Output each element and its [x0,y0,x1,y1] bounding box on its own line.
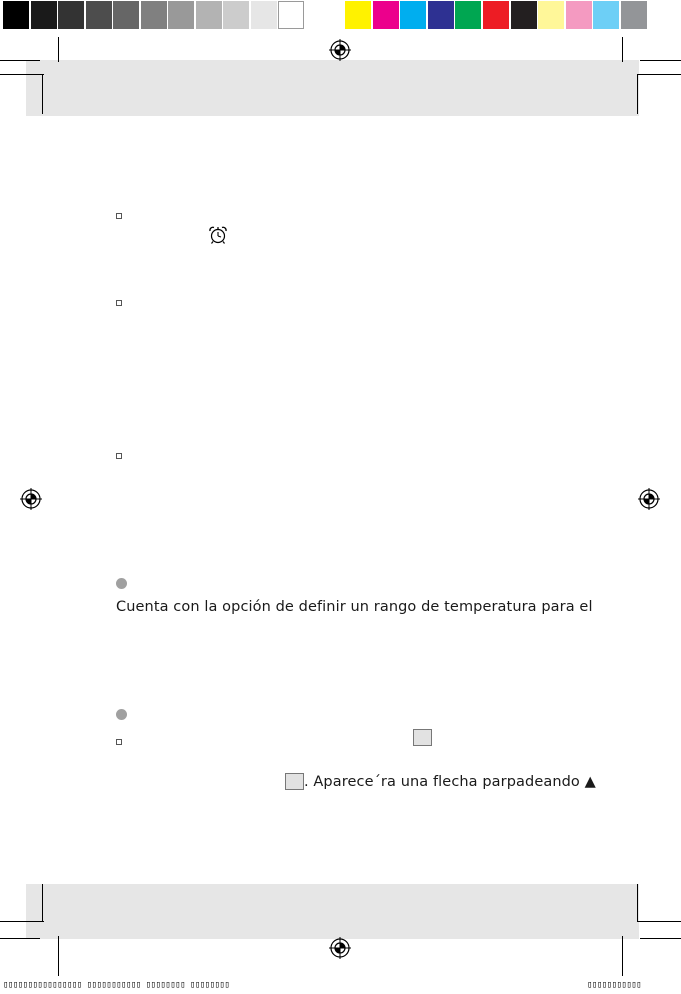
crop-mark [637,921,681,922]
crop-mark [58,37,59,62]
crop-mark [637,74,638,114]
crop-mark [640,60,681,61]
registration-mark-icon [20,488,42,510]
crop-mark [0,921,44,922]
gray-swatch [58,1,84,29]
color-swatch [538,1,564,29]
registration-mark-icon [329,39,351,61]
color-swatch [428,1,454,29]
button-key-box [285,773,304,790]
crop-mark [42,884,43,922]
footer-file-code: ▯▯▯▯▯▯▯▯▯▯▯▯▯▯▯▯ ▯▯▯▯▯▯▯▯▯▯▯ ▯▯▯▯▯▯▯▯ ▯▯▯▯▯▯▯▯ [3,980,230,990]
gray-swatch [168,1,194,29]
gray-swatch [141,1,167,29]
checkbox-bullet [116,300,122,306]
crop-mark [637,884,638,922]
crop-mark [0,938,40,939]
registration-mark-icon [638,488,660,510]
color-swatch [566,1,592,29]
color-swatch [483,1,509,29]
temperature-range-text: Cuenta con la opción de definir un rango de temperatura para el [116,599,593,615]
crop-mark [0,74,44,75]
crop-mark [622,936,623,976]
color-swatch [373,1,399,29]
color-swatch [400,1,426,29]
crop-mark [637,74,681,75]
color-swatch [511,1,537,29]
button-key-box [413,729,432,746]
crop-mark [42,74,43,114]
gray-swatch [3,1,29,29]
crop-mark [0,60,40,61]
color-swatch [621,1,647,29]
header-band [26,60,639,116]
gray-swatch [223,1,249,29]
gray-swatch [86,1,112,29]
color-swatch [593,1,619,29]
crop-mark [622,37,623,62]
color-swatch [345,1,371,29]
section-bullet-dot [116,578,127,589]
gray-swatch [31,1,57,29]
registration-mark-icon [329,937,351,959]
gray-swatch [113,1,139,29]
footer-file-code-right: ▯▯▯▯▯▯▯▯▯▯▯ [587,980,642,990]
gray-swatch [251,1,277,29]
crop-mark [58,936,59,976]
gray-swatch [278,1,304,29]
color-swatch [455,1,481,29]
checkbox-bullet [116,739,122,745]
alarm-clock-icon [207,225,229,245]
checkbox-bullet [116,213,122,219]
footer-band [26,884,639,939]
section-bullet-dot [116,709,127,720]
flashing-arrow-text: . Aparece´ra una flecha parpadeando ▲ [304,774,596,790]
gray-swatch [196,1,222,29]
checkbox-bullet [116,453,122,459]
crop-mark [640,938,681,939]
